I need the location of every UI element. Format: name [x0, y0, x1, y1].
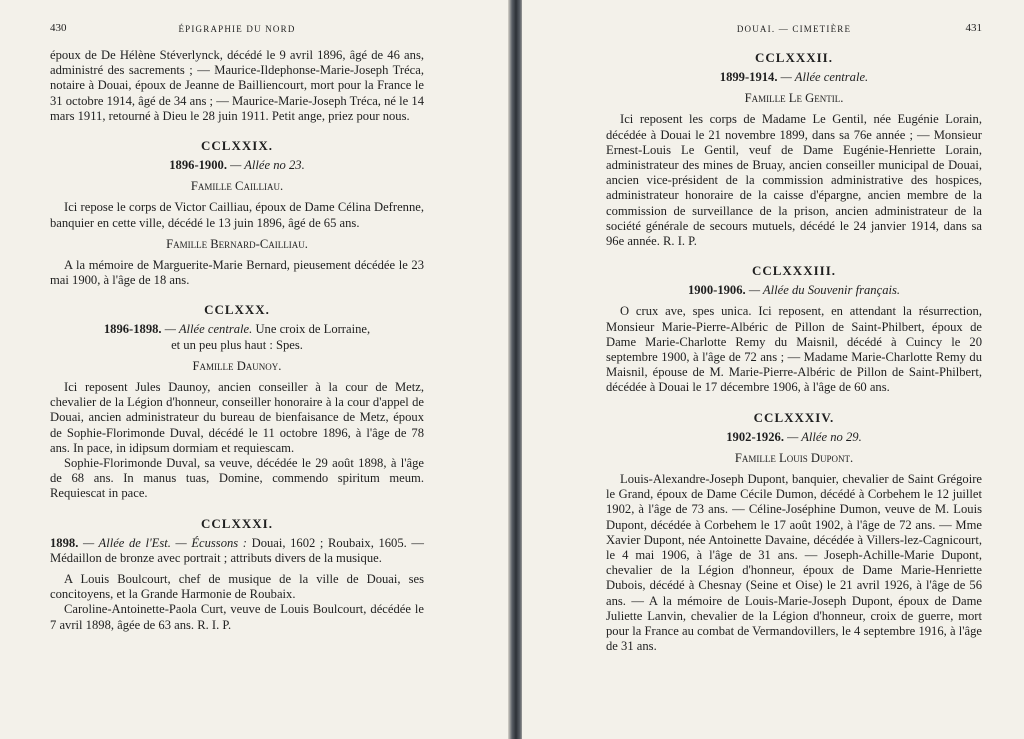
section-281-dates: 1898.: [50, 535, 79, 550]
left-page-number: 430: [50, 22, 67, 34]
section-282-family: Famille Le Gentil.: [744, 91, 844, 106]
intro-paragraph: époux de De Hélène Stéverlynck, décédé le 9 avril 1896, âgé de 46 ans, administré des sacrements ; — Maurice-Ildephonse-Marie-Joseph Tréca, notaire à Douai, époux de Jeanne de Bailliencourt, mort pour la France le 31 octobre 1914, âgé de 34 ans ; — Maurice-Marie-Joseph Tréca, né le 14 mars 1911, retourné à Dieu le 28 juin 1911. Petit ange, priez pour nous.: [50, 48, 424, 123]
section-283-numeral: CCLXXXIII.: [751, 263, 837, 279]
section-280-family: Famille Daunoy.: [192, 358, 282, 373]
section-284-dates: 1902-1926.: [726, 429, 784, 444]
left-running-header: [50, 22, 424, 44]
section-280-paragraph-1: Ici reposent Jules Daunoy, ancien conseiller à la cour de Metz, chevalier de la Légion d'honneur, conseiller honoraire à la cour d'appel de Douai, ancien administrateur du bureau de bienfaisance de Metz, époux de Sophie-Florimonde Duval, décédé le 11 octobre 1896, à l'âge de 78 ans. In pace, in idipsum dormiam et requiescam.: [50, 380, 424, 455]
section-284-numeral: CCLXXXIV.: [753, 409, 835, 425]
section-279-heading: [50, 158, 424, 173]
section-281-paragraph-1: A Louis Boulcourt, chef de musique de la ville de Douai, ses concitoyens, et la Grande Harmonie de Roubaix.: [50, 572, 424, 602]
section-280-numeral: CCLXXX.: [204, 302, 270, 318]
section-280-location: — Allée centrale.: [164, 322, 253, 337]
section-279-location: — Allée no 23.: [230, 158, 305, 173]
section-279-paragraph-1: Ici repose le corps de Victor Cailliau, époux de Dame Célina Defrenne, banquier en cette ville, décédé le 13 juin 1896, âgé de 65 ans.: [50, 200, 424, 230]
section-281-paragraph-2: Caroline-Antoinette-Paola Curt, veuve de Louis Boulcourt, décédée le 7 avril 1898, âgée de 63 ans. R. I. P.: [50, 602, 424, 632]
section-284-family: Famille Louis Dupont.: [734, 450, 854, 465]
section-280-heading: [50, 322, 424, 352]
section-280-note-2: et un peu plus haut : Spes.: [171, 337, 303, 352]
section-281-note: Douai, 1602 ; Roubaix, 1605. — Médaillon de bronze avec portrait ; attributs divers de la musique.: [50, 535, 424, 565]
section-283-paragraph: O crux ave, spes unica. Ici reposent, en attendant la résurrection, Monsieur Marie-Pierre-Albéric de Pillon de Saint-Philbert, époux de Dame Marie-Charlotte Remy du Maisnil, décédé à Cuincy le 20 septembre 1900, à l'âge de 72 ans ; — Madame Marie-Charlotte Remy du Maisnil, épouse de M. Marie-Pierre-Albéric de Pillon de Saint-Philbert, décédée à Douai le 17 décembre 1906, à l'âge de 60 ans.: [606, 304, 982, 395]
right-page: [522, 0, 1024, 739]
section-280-note-1: Une croix de Lorraine,: [255, 322, 371, 337]
section-283-heading: [606, 283, 982, 298]
section-282-heading: [606, 70, 982, 85]
section-284-heading: [606, 430, 982, 445]
section-280-dates: 1896-1898.: [103, 322, 162, 337]
section-279-numeral: CCLXXIX.: [201, 138, 273, 154]
section-282-numeral: CCLXXXII.: [755, 50, 833, 65]
section-282-dates: 1899-1914.: [719, 70, 778, 84]
left-running-title: ÉPIGRAPHIE DU NORD: [178, 24, 296, 34]
right-page-number: 431: [965, 22, 982, 34]
section-279-family-2: Famille Bernard-Cailliau.: [166, 236, 308, 251]
section-281-location: — Allée de l'Est. — Écussons :: [82, 535, 247, 550]
right-running-title: DOUAI. — CIMETIÈRE: [736, 24, 852, 34]
left-page: [0, 0, 510, 739]
section-281-numeral: CCLXXXI.: [201, 515, 273, 531]
section-281-heading: [50, 536, 424, 566]
section-279-dates: 1896-1900.: [169, 158, 227, 173]
right-running-header: [606, 22, 982, 44]
section-283-location: — Allée du Souvenir français.: [748, 283, 901, 298]
section-282-paragraph: Ici reposent les corps de Madame Le Gentil, née Eugénie Lorain, décédée à Douai le 21 novembre 1899, dans sa 76e année ; — Monsieur Ernest-Louis Le Gentil, veuf de Dame Eugénie-Henriette Lorain, administrateur des mines de Bruay, ancien conseiller municipal de Douai, ancien vice-président de la commission administrative des hospices, administrateur honoraire de la caisse d'épargne, ancien membre de la commission de surveillance de la prison, ancien administrateur de la société générale de secours mutuels, décédé le 24 janvier 1914, dans sa 96e année. R. I. P.: [606, 112, 982, 249]
section-282-location: — Allée centrale.: [780, 70, 869, 84]
section-279-family-1: Famille Cailliau.: [190, 179, 284, 194]
section-283-dates: 1900-1906.: [687, 283, 746, 298]
section-279-paragraph-2: A la mémoire de Marguerite-Marie Bernard, pieusement décédée le 23 mai 1900, à l'âge de 18 ans.: [50, 258, 424, 288]
section-284-location: — Allée no 29.: [787, 429, 862, 444]
section-284-paragraph: Louis-Alexandre-Joseph Dupont, banquier, chevalier de Saint Grégoire le Grand, époux de Dame Cécile Dumon, décédé à Corbehem le 12 juillet 1902, à l'âge de 73 ans. — Céline-Joséphine Dumon, veuve de M. Louis Dupont, décédée à Corbehem le 17 août 1902, à l'âge de 72 ans. — Mme Xavier Dupont, née Antoinette Davaine, décédée à Villers-lez-Cagnicourt, le 4 mai 1906, à l'âge de 31 ans. — Joseph-Achille-Marie Dupont, chevalier de la Légion d'honneur, époux de Dame Marie-Henriette Dubois, décédé à Chesnay (Seine et Oise) le 21 avril 1926, à l'âge de 56 ans. — A la mémoire de Louis-Marie-Joseph Dupont, époux de Dame Juliette Lanvin, chevalier de la Légion d'honneur, croix de guerre, mort pour la France au combat de Vermandovillers, le 4 septembre 1916, à l'âge de 31 ans.: [606, 472, 982, 654]
section-280-paragraph-2: Sophie-Florimonde Duval, sa veuve, décédée le 29 août 1898, à l'âge de 68 ans. In manus tuas, Domine, commendo spiritum meum. Requiescat in pace.: [50, 456, 424, 501]
